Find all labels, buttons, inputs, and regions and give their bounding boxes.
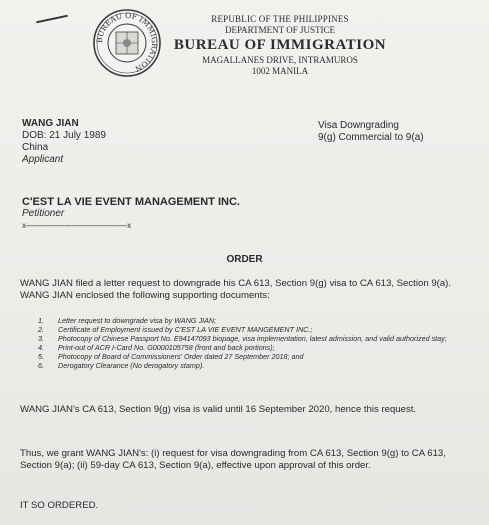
supporting-documents-list xyxy=(38,316,468,370)
list-item: 3. Photocopy of Chinese Passport No. E94147093 biopage, visa implementation, latest admission, and valid authorized stay; xyxy=(38,334,447,343)
list-item: 4. Print-out of ACR I-Card No. G0000105758 (front and back portions); xyxy=(38,343,275,352)
letterhead xyxy=(165,14,395,76)
address-line-1: MAGALLANES DRIVE, INTRAMUROS xyxy=(202,55,358,65)
visa-type-block xyxy=(318,120,424,144)
applicant-country: China xyxy=(22,142,49,153)
address-line-2: 1002 MANILA xyxy=(251,66,309,76)
svg-text:BUREAU OF IMMIGRATION: BUREAU OF IMMIGRATION xyxy=(94,10,160,74)
order-paragraph-2: WANG JIAN's CA 613, Section 9(g) visa is valid until 16 September 2020, hence this request. xyxy=(20,404,417,415)
petitioner-block xyxy=(22,196,240,232)
petitioner-name: C'EST LA VIE EVENT MANAGEMENT INC. xyxy=(22,196,240,208)
petitioner-role: Petitioner xyxy=(22,208,65,219)
applicant-name: WANG JIAN xyxy=(22,118,79,129)
pen-mark xyxy=(36,15,68,24)
order-title: ORDER xyxy=(226,254,263,265)
bureau-seal-icon xyxy=(92,8,162,78)
visa-line-1: Visa Downgrading xyxy=(318,120,399,131)
list-item: 2. Certificate of Employment issued by C'EST LA VIE EVENT MANGEMENT INC.; xyxy=(38,325,313,334)
bureau-name: BUREAU OF IMMIGRATION xyxy=(173,37,387,53)
order-closing: IT SO ORDERED. xyxy=(20,500,99,511)
list-item: 6. Derogatory Clearance (No derogatory stamp). xyxy=(38,361,205,370)
order-paragraph-3: Thus, we grant WANG JIAN's: (i) request for visa downgrading from CA 613, Section 9(g) to CA 613, Section 9(a); (ii) 59-day CA 613, Section 9(a), effective upon approval of this order. xyxy=(20,448,446,471)
list-item: 1. Letter request to downgrade visa by WANG JIAN; xyxy=(38,316,217,325)
applicant-block xyxy=(22,118,106,166)
order-paragraph-1: WANG JIAN filed a letter request to downgrade his CA 613, Section 9(g) visa to CA 613, Section 9(a). WANG JIAN enclosed the following supporting documents: xyxy=(20,278,452,301)
republic-line: REPUBLIC OF THE PHILIPPINES xyxy=(211,14,349,24)
applicant-role: Applicant xyxy=(22,154,64,165)
separator-line: x-----------------------------------------------x xyxy=(22,221,131,230)
list-item: 5. Photocopy of Board of Commissioners' Order dated 27 September 2018; and xyxy=(38,352,304,361)
visa-line-2: 9(g) Commercial to 9(a) xyxy=(318,132,424,143)
applicant-dob: DOB: 21 July 1989 xyxy=(22,130,106,141)
department-line: DEPARTMENT OF JUSTICE xyxy=(225,25,335,35)
